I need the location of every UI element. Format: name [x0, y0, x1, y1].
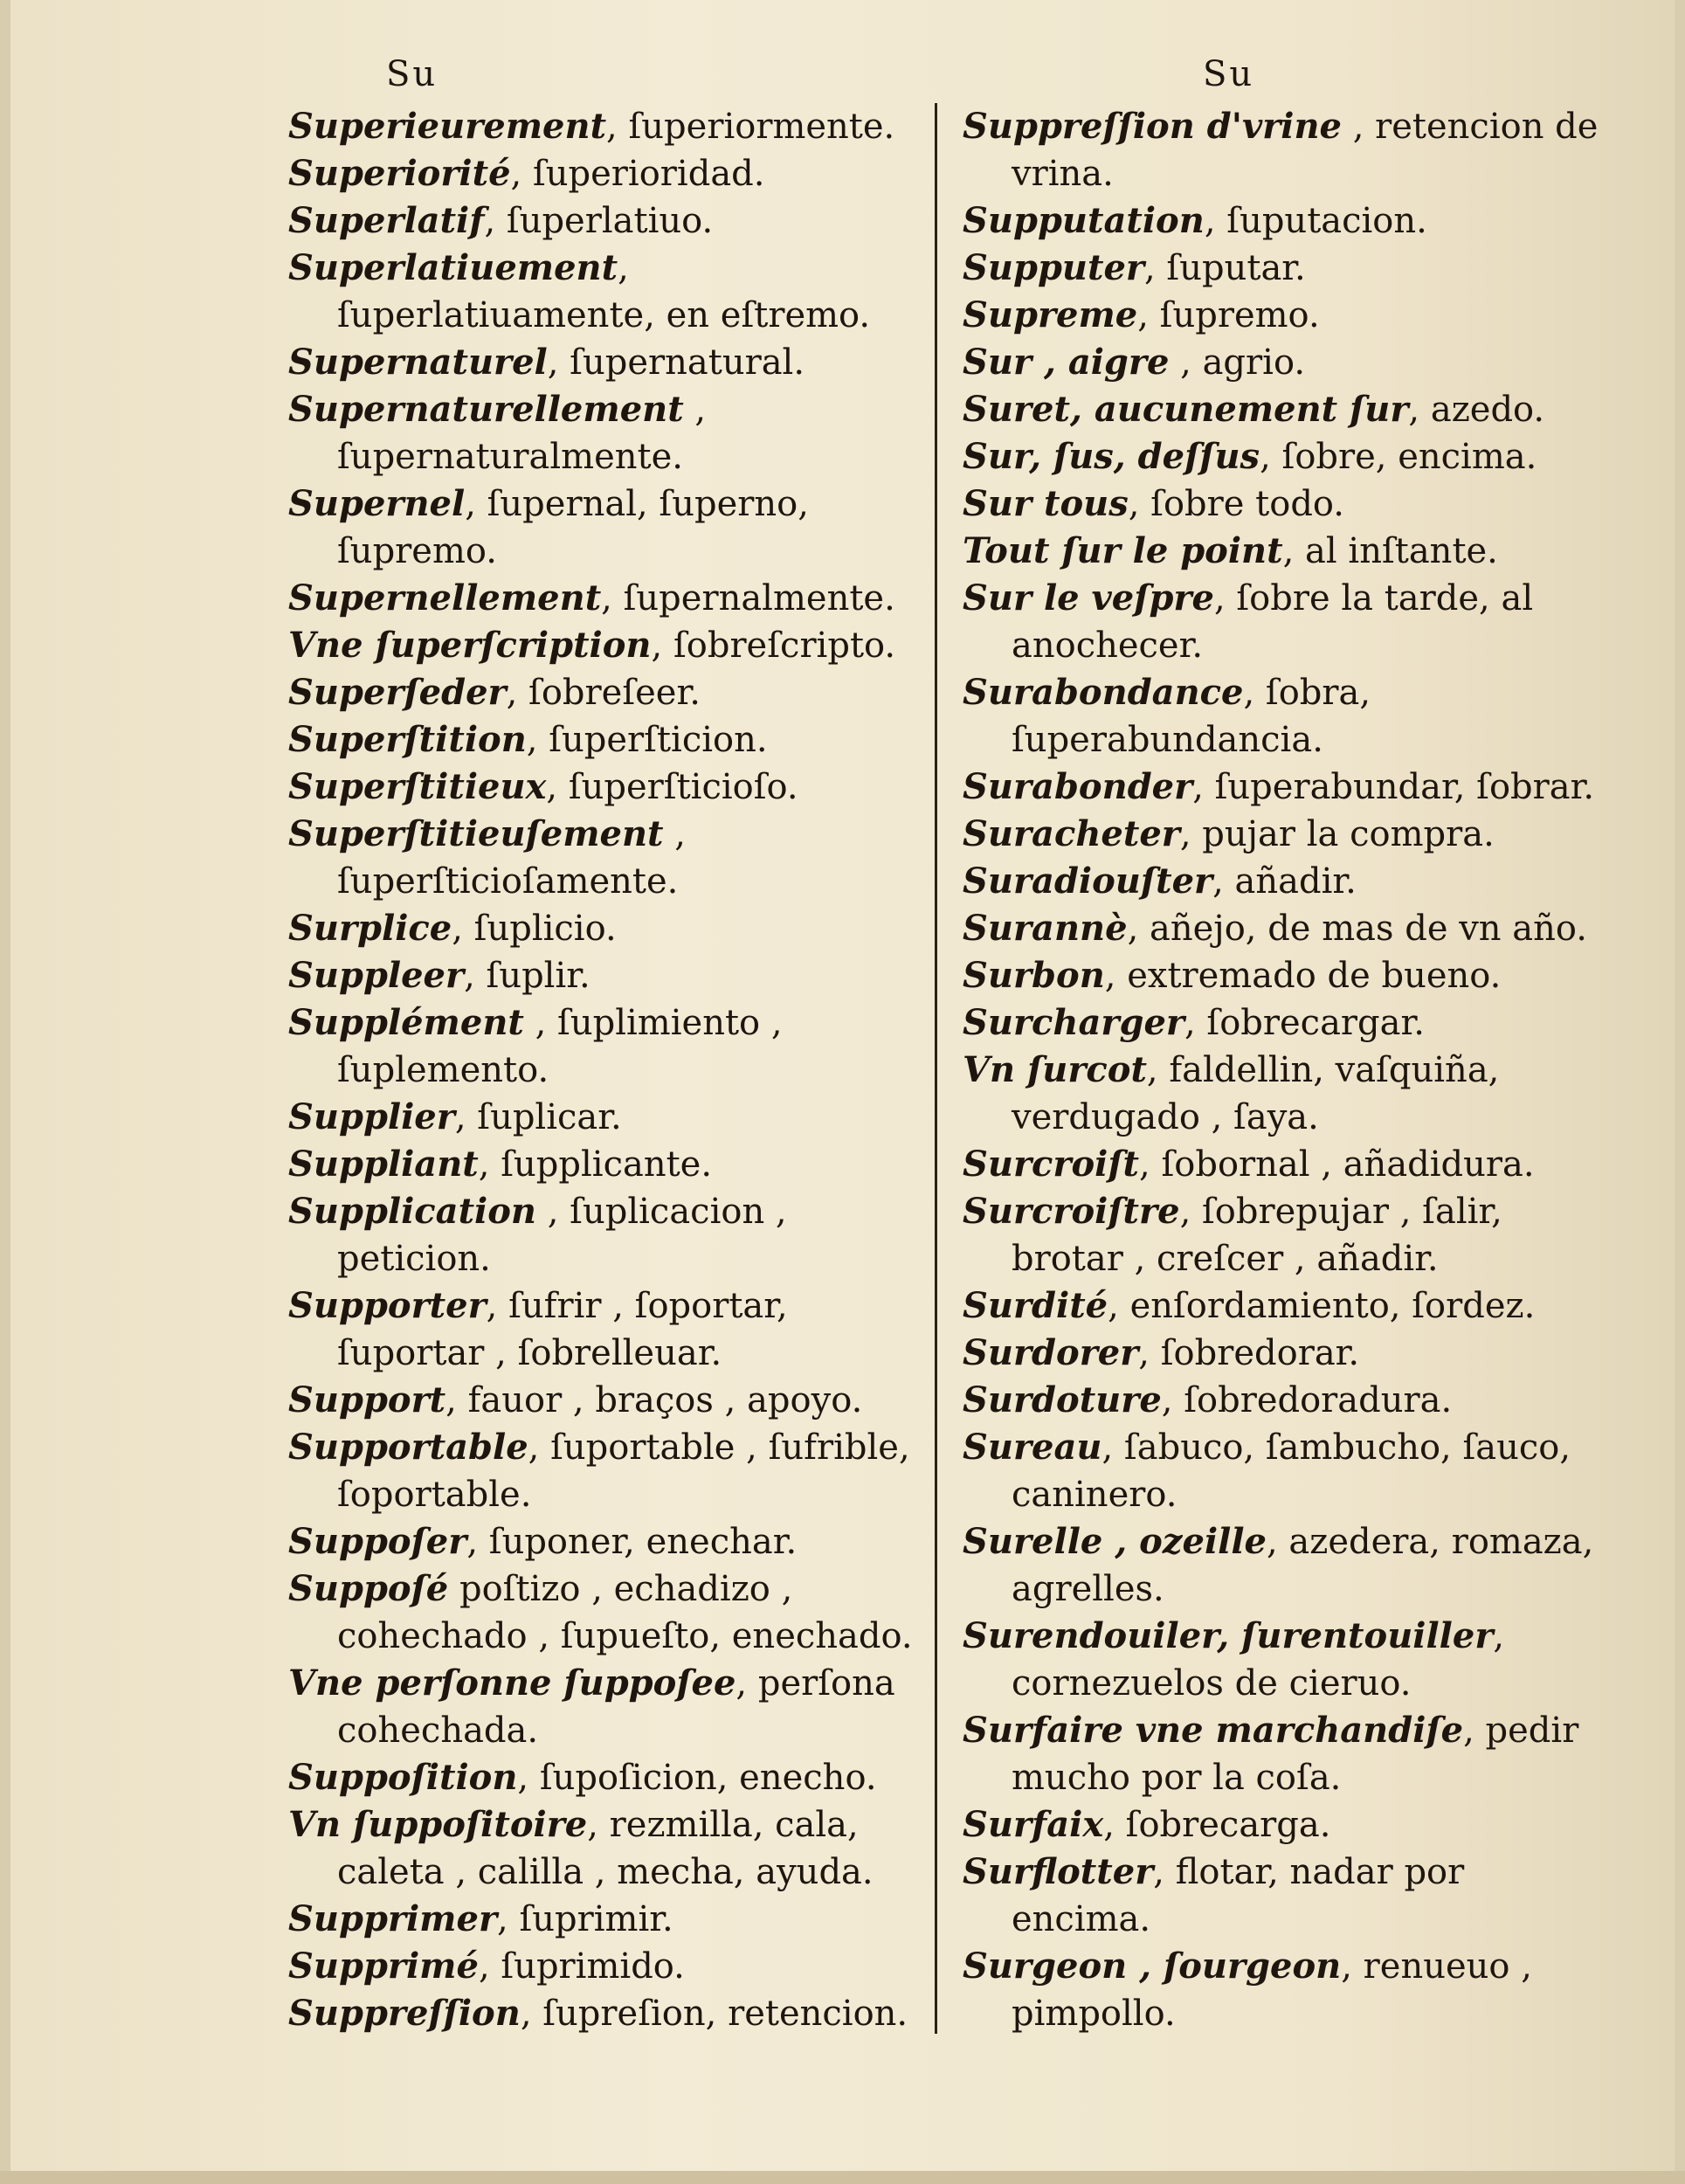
dictionary-entry	[288, 1754, 917, 1801]
definition: , fauor , braços , apoyo.	[445, 1380, 863, 1420]
definition: , añejo, de mas de vn año.	[1127, 909, 1587, 949]
definition: , pujar la compra.	[1179, 814, 1495, 854]
headword: Tout ſur le point	[963, 530, 1283, 571]
definition: , ſobrepujar , ſalir, brotar , creſcer , añadir.	[1012, 1192, 1502, 1279]
headword: Suppleer	[288, 955, 465, 996]
definition: , ſobreſeer.	[506, 673, 701, 713]
definition: , perſona cohechada.	[337, 1663, 895, 1751]
definition: , ſuperioridad.	[510, 154, 765, 194]
dictionary-entry	[963, 858, 1600, 905]
dictionary-entry	[288, 480, 917, 575]
dictionary-entry	[288, 245, 917, 339]
definition: , enſordamiento, ſordez.	[1108, 1286, 1536, 1326]
dictionary-entry	[963, 245, 1600, 292]
definition: , azedo.	[1408, 390, 1545, 430]
column-divider	[935, 103, 937, 2034]
dictionary-entry	[963, 1282, 1600, 1330]
headword: Superlatiuement	[288, 247, 618, 288]
headword: Sur, ſus, deſſus	[963, 436, 1260, 477]
definition: , ſobrecargar.	[1184, 1003, 1425, 1043]
headword: Suppoſé	[288, 1568, 449, 1609]
headword: Supputer	[963, 247, 1144, 288]
definition: , ſabuco, ſambucho, ſauco, caninero.	[1012, 1427, 1571, 1515]
dictionary-entry	[963, 339, 1600, 386]
dictionary-entry	[963, 1849, 1600, 1943]
headword: Supernellement	[288, 577, 602, 619]
dictionary-entry	[963, 103, 1600, 197]
dictionary-entry	[963, 1188, 1600, 1282]
headword: Superiorité	[288, 153, 511, 194]
definition: poſtizo , echadizo , cohechado , ſupueſto, enechado.	[337, 1569, 913, 1656]
definition: , ſupremo.	[1137, 295, 1320, 335]
dictionary-entry	[288, 150, 917, 197]
headword: Suret, aucunement ſur	[963, 389, 1409, 430]
headword: Vn ſurcot	[963, 1049, 1147, 1090]
headword: Surdorer	[963, 1332, 1139, 1373]
headword: Vne ſuperſcription	[288, 625, 652, 666]
dictionary-entry	[288, 1094, 917, 1141]
dictionary-entry	[288, 103, 917, 150]
headword: Surcroiſt	[963, 1144, 1140, 1185]
definition: , ſuplimiento , ſuplemento.	[337, 1003, 783, 1090]
dictionary-page	[10, 0, 1675, 2171]
definition: , ſuperſticioſamente.	[337, 814, 686, 902]
headword: Surbon	[963, 955, 1105, 996]
headword: Suracheter	[963, 813, 1180, 854]
definition: , ſupernalmente.	[601, 578, 895, 619]
definition: , ſuperlatiuamente, en eſtremo.	[337, 248, 871, 335]
left-column	[288, 103, 917, 2037]
definition: , pedir mucho por la coſa.	[1012, 1711, 1579, 1798]
scan-edge	[0, 2171, 1685, 2184]
headword: Superſtitieux	[288, 766, 547, 807]
headword: Surabondance	[963, 672, 1244, 713]
dictionary-entry	[963, 528, 1600, 575]
dictionary-entry	[963, 1330, 1600, 1377]
headword: Superſtition	[288, 719, 527, 760]
definition: , al inſtante.	[1282, 531, 1498, 571]
definition: , ſuperlatiuo.	[484, 201, 714, 241]
headword: Sur le veſpre	[963, 577, 1214, 619]
headword: Supernaturellement	[288, 389, 684, 430]
definition: , cornezuelos de cieruo.	[1012, 1616, 1505, 1704]
definition: , ſufrir , ſoportar, ſuportar , ſobrelleuar.	[337, 1286, 788, 1373]
right-column	[963, 103, 1600, 2037]
dictionary-entry	[288, 999, 917, 1094]
headword: Support	[288, 1379, 446, 1420]
dictionary-entry	[963, 1141, 1600, 1188]
headword: Supplier	[288, 1096, 455, 1137]
dictionary-entry	[963, 1707, 1600, 1801]
definition: , ſobredoradura.	[1161, 1380, 1453, 1420]
headword: Surdoture	[963, 1379, 1162, 1420]
definition: , ſuplicar.	[454, 1097, 622, 1137]
definition: , renueuo , pimpollo.	[1012, 1946, 1532, 2034]
headword: Sur , aigre	[963, 342, 1170, 383]
definition: , ſuprimir.	[497, 1899, 673, 1939]
headword: Supplément	[288, 1002, 524, 1043]
definition: , faldellin, vaſquiña, verdugado , ſaya.	[1012, 1050, 1500, 1137]
right-running-head: Su	[1203, 54, 1255, 94]
headword: Sur tous	[963, 483, 1129, 524]
dictionary-entry	[963, 1801, 1600, 1849]
headword: Supprimer	[288, 1898, 498, 1939]
definition: , ſupernaturalmente.	[337, 390, 707, 477]
definition: , ſupreſion, retencion.	[520, 1994, 908, 2034]
definition: , ſuplicacion , peticion.	[337, 1192, 787, 1279]
headword: Surfaire vne marchandiſe	[963, 1710, 1464, 1751]
headword: Surannè	[963, 908, 1128, 949]
dictionary-entry	[963, 764, 1600, 811]
dictionary-entry	[288, 575, 917, 622]
dictionary-entry	[288, 764, 917, 811]
headword: Surdité	[963, 1285, 1108, 1326]
dictionary-entry	[963, 1424, 1600, 1518]
dictionary-entry	[963, 669, 1600, 764]
headword: Suppliant	[288, 1144, 479, 1185]
dictionary-entry	[963, 811, 1600, 858]
dictionary-entry	[963, 1377, 1600, 1424]
definition: , ſuponer, enechar.	[466, 1522, 798, 1562]
dictionary-entry	[288, 622, 917, 669]
headword: Surabonder	[963, 766, 1193, 807]
dictionary-entry	[288, 1518, 917, 1565]
headword: Vn ſuppoſitoire	[288, 1804, 588, 1845]
headword: Supernaturel	[288, 342, 548, 383]
headword: Supputation	[963, 200, 1205, 241]
headword: Surcroiſtre	[963, 1191, 1180, 1232]
dictionary-entry	[963, 1047, 1600, 1141]
headword: Surelle , ozeille	[963, 1521, 1267, 1562]
dictionary-entry	[963, 386, 1600, 433]
definition: , ſobre todo.	[1128, 484, 1345, 524]
headword: Supprimé	[288, 1946, 479, 1987]
headword: Suppreſſion	[288, 1993, 521, 2034]
dictionary-entry	[963, 292, 1600, 339]
definition: , rezmilla, cala, caleta , calilla , mecha, ayuda.	[337, 1805, 874, 1892]
definition: , ſobreſcripto.	[651, 625, 896, 666]
definition: , ſupernal, ſuperno, ſupremo.	[337, 484, 809, 571]
dictionary-entry	[288, 1896, 917, 1943]
definition: , ſupoſicion, enecho.	[517, 1758, 877, 1798]
definition: , ſobre, encima.	[1260, 437, 1537, 477]
definition: , ſuplir.	[464, 956, 590, 996]
definition: , retencion de vrina.	[1012, 107, 1599, 194]
definition: , ſobre la tarde, al anochecer.	[1012, 578, 1534, 666]
headword: Superieurement	[288, 106, 607, 147]
dictionary-entry	[963, 1943, 1600, 2037]
dictionary-entry	[288, 1990, 917, 2037]
dictionary-entry	[963, 197, 1600, 245]
dictionary-entry	[288, 1282, 917, 1377]
headword: Surendouiler, ſurentouiller	[963, 1615, 1494, 1656]
headword: Supplication	[288, 1191, 537, 1232]
definition: , añadir.	[1212, 861, 1357, 902]
dictionary-entry	[288, 386, 917, 480]
definition: , extremado de bueno.	[1104, 956, 1502, 996]
dictionary-entry	[963, 1613, 1600, 1707]
headword: Superſeder	[288, 672, 507, 713]
dictionary-entry	[963, 999, 1600, 1047]
dictionary-entry	[288, 905, 917, 952]
dictionary-entry	[288, 1801, 917, 1896]
dictionary-entry	[288, 1377, 917, 1424]
definition: , ſupernatural.	[547, 342, 805, 383]
headword: Superlatif	[288, 200, 485, 241]
dictionary-entry	[963, 905, 1600, 952]
dictionary-entry	[963, 480, 1600, 528]
definition: , flotar, nadar por encima.	[1012, 1852, 1465, 1939]
headword: Surcharger	[963, 1002, 1184, 1043]
definition: , agrio.	[1169, 342, 1306, 383]
dictionary-entry	[963, 1518, 1600, 1613]
definition: , ſuputar.	[1144, 248, 1306, 288]
headword: Suppreſſion d'vrine	[963, 106, 1342, 147]
dictionary-entry	[963, 433, 1600, 480]
definition: , ſobornal , añadidura.	[1139, 1144, 1535, 1185]
headword: Supernel	[288, 483, 466, 524]
dictionary-entry	[288, 1565, 917, 1660]
dictionary-entry	[963, 575, 1600, 669]
dictionary-entry	[288, 952, 917, 999]
headword: Surflotter	[963, 1851, 1154, 1892]
headword: Sureau	[963, 1427, 1102, 1468]
dictionary-entry	[288, 1141, 917, 1188]
definition: , ſuputacion.	[1204, 201, 1427, 241]
definition: , ſuprimido.	[478, 1946, 685, 1987]
definition: , ſuperabundar, ſobrar.	[1192, 767, 1595, 807]
headword: Suppoſition	[288, 1757, 518, 1798]
dictionary-entry	[288, 811, 917, 905]
definition: , ſuplicio.	[452, 909, 617, 949]
headword: Supportable	[288, 1427, 528, 1468]
dictionary-entry	[288, 197, 917, 245]
definition: , azedera, romaza, agrelles.	[1012, 1522, 1594, 1609]
definition: , ſobrecarga.	[1103, 1805, 1331, 1845]
definition: , ſobredorar.	[1138, 1333, 1360, 1373]
definition: , ſobra, ſuperabundancia.	[1012, 673, 1371, 760]
headword: Suppoſer	[288, 1521, 467, 1562]
headword: Vne perſonne ſuppoſee	[288, 1662, 736, 1704]
definition: , ſuperſticion.	[526, 720, 768, 760]
headword: Suradiouſter	[963, 860, 1213, 902]
dictionary-entry	[288, 716, 917, 764]
definition: , ſuportable , ſufrible, ſoportable.	[337, 1427, 910, 1515]
left-running-head: Su	[386, 54, 439, 94]
headword: Surgeon , ſourgeon	[963, 1946, 1342, 1987]
definition: , ſupplicante.	[478, 1144, 713, 1185]
dictionary-entry	[963, 952, 1600, 999]
headword: Superſtitieuſement	[288, 813, 664, 854]
dictionary-entry	[288, 1660, 917, 1754]
headword: Supreme	[963, 294, 1138, 335]
dictionary-entry	[288, 1943, 917, 1990]
headword: Supporter	[288, 1285, 487, 1326]
dictionary-entry	[288, 1424, 917, 1518]
dictionary-entry	[288, 339, 917, 386]
definition: , ſuperſticioſo.	[546, 767, 798, 807]
headword: Surfaix	[963, 1804, 1104, 1845]
definition: , ſuperiormente.	[606, 107, 895, 147]
headword: Surplice	[288, 908, 452, 949]
dictionary-entry	[288, 669, 917, 716]
dictionary-entry	[288, 1188, 917, 1282]
